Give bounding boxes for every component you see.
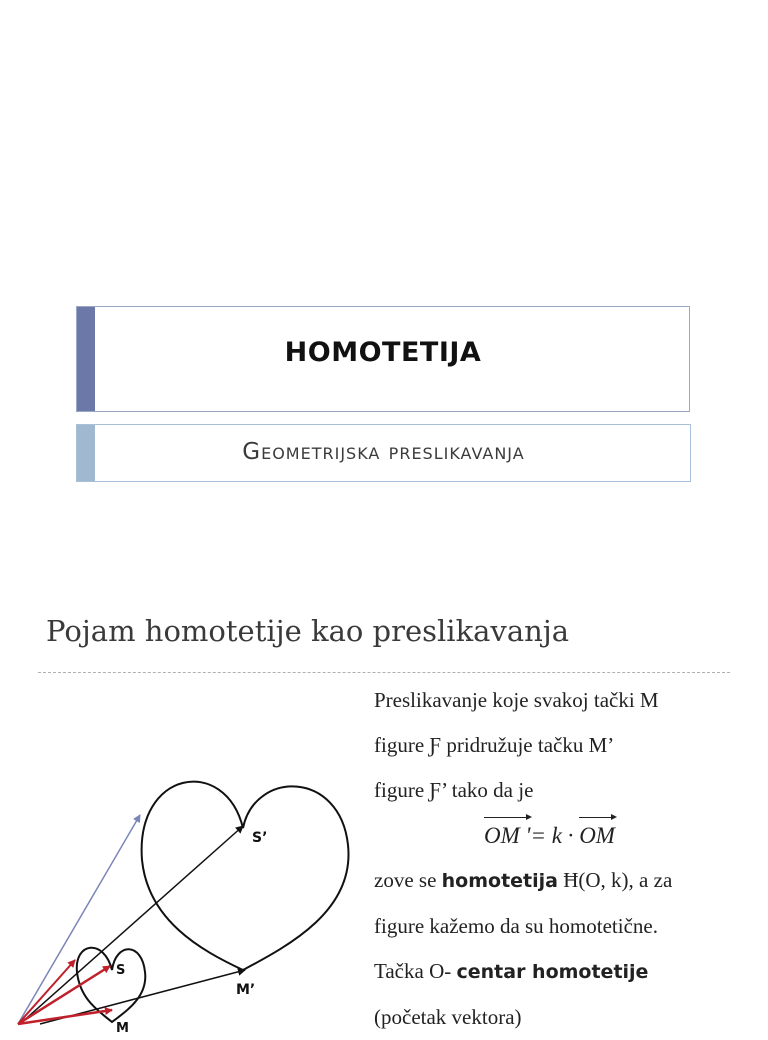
label-s: S [116, 963, 126, 978]
text-line-2: figure Ƒ pridružuje tačku M’ [374, 733, 615, 757]
text-line-7 [374, 949, 754, 995]
label-m-prime: M’ [236, 982, 256, 998]
text-line-3: figure Ƒ’ tako da je [374, 778, 534, 802]
red-arrow-to-m [18, 1010, 112, 1024]
subtitle-box [76, 424, 691, 482]
definition-text [374, 678, 754, 1040]
big-heart-shape [142, 782, 349, 970]
label-m: M [116, 1021, 129, 1036]
vector-om-prime: OM ' [484, 813, 530, 858]
page-title: HOMOTETIJA [284, 337, 482, 368]
title-box [76, 306, 690, 412]
text-line-6: figure kažemo da su homotetične. [374, 914, 658, 938]
homothety-formula [374, 813, 754, 858]
label-s-prime: S’ [252, 830, 268, 846]
term-centar-homotetije: centar homotetije [456, 961, 649, 983]
text-line-1: Preslikavanje koje svakoj tački M [374, 688, 659, 712]
term-homotetija: homotetija [441, 870, 558, 892]
vector-om: OM [579, 813, 615, 858]
text-line-5 [374, 858, 754, 904]
section-heading: Pojam homotetije kao preslikavanja [46, 614, 570, 648]
page-subtitle: Geometrijska preslikavanja [242, 439, 525, 465]
ray-to-s-prime [20, 826, 243, 1024]
text-line-7-pre: Tačka O- [374, 959, 457, 983]
text-line-5-pre: zove se [374, 868, 442, 892]
red-arrow-to-s [18, 966, 110, 1024]
text-line-5-post: Ħ(O, k), a za [557, 868, 673, 892]
formula-equals: = k · [530, 823, 580, 848]
text-line-8: (početak vektora) [374, 1005, 522, 1029]
section-divider [38, 672, 730, 673]
homothety-figure [0, 760, 370, 1036]
blue-ray [18, 815, 140, 1024]
